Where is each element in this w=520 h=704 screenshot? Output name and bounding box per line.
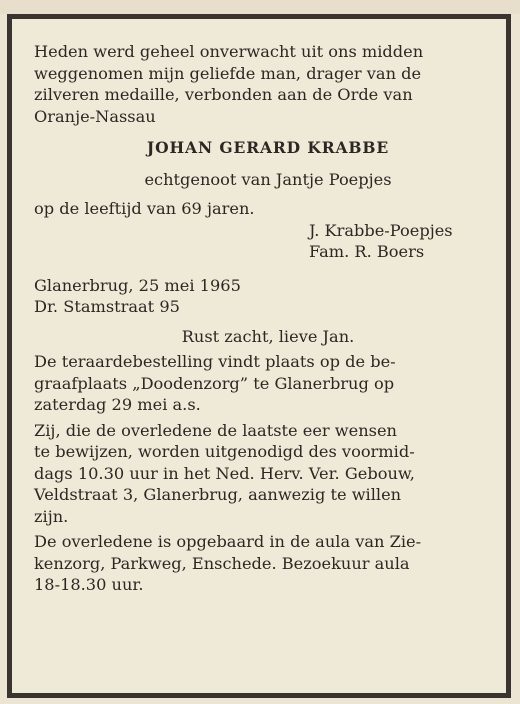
age-line: op de leeftijd van 69 jaren. [34, 199, 255, 218]
place-and-address [34, 275, 502, 318]
burial-line: De teraardebestelling vindt plaats op de be- [34, 352, 396, 371]
signatory: Fam. R. Boers [309, 242, 425, 261]
opening-line: Heden werd geheel onverwacht uit ons midden [34, 42, 424, 61]
opening-paragraph [34, 41, 502, 127]
death-notice-frame [7, 14, 511, 698]
opening-line: zilveren medaille, verbonden aan de Orde van [34, 85, 413, 104]
viewing-line: 18-18.30 uur. [34, 575, 144, 594]
invitation-line: zijn. [34, 506, 69, 526]
viewing-line: kenzorg, Parkweg, Enschede. Bezoekuur aula [34, 553, 410, 573]
place-date: Glanerbrug, 25 mei 1965 [34, 275, 241, 295]
death-notice-text [34, 41, 502, 596]
invitation-line: dags 10.30 uur in het Ned. Herv. Ver. Gebouw, [34, 463, 415, 483]
burial-paragraph [34, 351, 502, 416]
invitation-line: te bewijzen, worden uitgenodigd des voormid- [34, 442, 415, 461]
spouse-line: echtgenoot van Jantje Poepjes [144, 169, 392, 189]
deceased-name: JOHAN GERARD KRABBE [146, 138, 390, 157]
invitation-line: Veldstraat 3, Glanerbrug, aanwezig te willen [34, 485, 402, 504]
signatories [34, 220, 502, 263]
address: Dr. Stamstraat 95 [34, 297, 180, 316]
invitation-paragraph [34, 420, 502, 528]
opening-line: weggenomen mijn geliefde man, drager van de [34, 63, 422, 83]
invitation-line: Zij, die de overledene de laatste eer wensen [34, 420, 397, 440]
burial-line: graafplaats „Doodenzorg” te Glanerbrug op [34, 373, 395, 393]
clipping-top-edge [0, 0, 520, 14]
burial-line: zaterdag 29 mei a.s. [34, 395, 201, 414]
farewell-line: Rust zacht, lieve Jan. [181, 326, 355, 346]
signatory: J. Krabbe-Poepjes [309, 220, 453, 240]
opening-line: Oranje-Nassau [34, 106, 156, 126]
viewing-line: De overledene is opgebaard in de aula van Zie- [34, 532, 422, 551]
viewing-paragraph [34, 531, 502, 596]
